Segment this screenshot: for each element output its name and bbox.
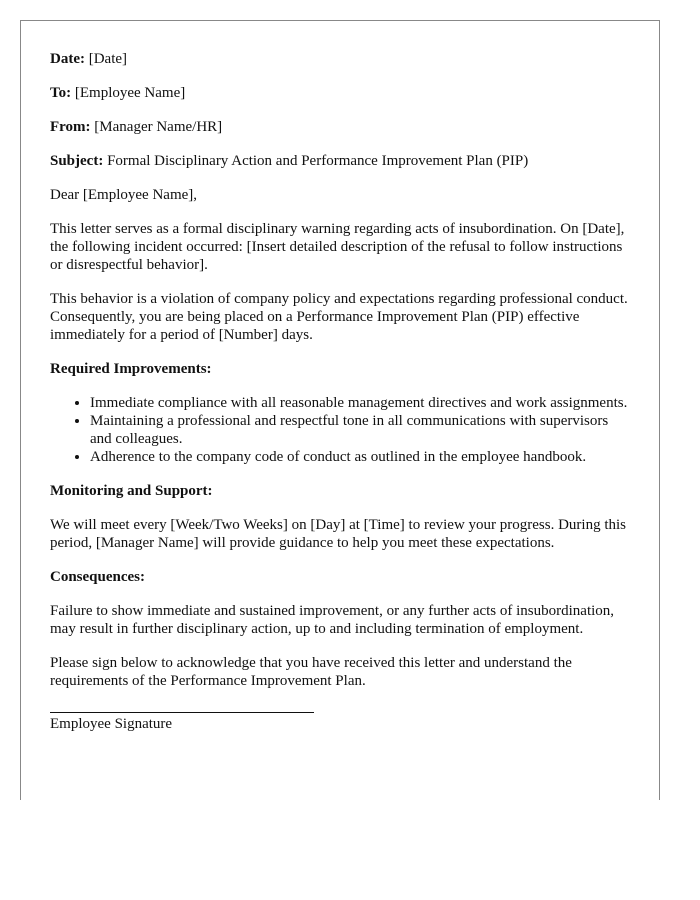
monitoring-paragraph: We will meet every [Week/Two Weeks] on [Day] at [Time] to review your progress. During this period, [Manager Name] will provide guidance to help you meet these expectations. [50,517,627,551]
to-value: [Employee Name] [74,85,186,101]
letter-page [20,20,660,800]
consequences-heading: Consequences: [50,569,146,585]
monitoring-heading: Monitoring and Support: [50,483,213,499]
to-line [50,84,631,102]
subject-value: Formal Disciplinary Action and Performance Improvement Plan (PIP) [107,153,529,169]
date-line [50,50,631,68]
subject-line [50,152,631,170]
list-item: • Maintaining a professional and respectful tone in all communications with supervisors and colleagues. [90,412,631,448]
signature-line [50,712,314,713]
list-item: • Immediate compliance with all reasonable management directives and work assignments. [90,394,631,412]
greeting: Dear [Employee Name], [50,187,198,203]
improvements-list [50,394,631,466]
to-label: To: [50,85,72,101]
from-value: [Manager Name/HR] [94,119,223,135]
signature-label: Employee Signature [50,716,173,732]
consequences-paragraph: Failure to show immediate and sustained improvement, or any further acts of insubordination, may result in further disciplinary action, up to and including termination of employment. [50,603,615,637]
incident-paragraph: This letter serves as a formal disciplinary warning regarding acts of insubordination. On [Date], the following incident occurred: [Insert detailed description of the refusal to follow instructions or disrespectful behavior]. [50,221,625,273]
from-line [50,118,631,136]
date-value: [Date] [88,51,128,67]
subject-label: Subject: [50,153,104,169]
from-label: From: [50,119,91,135]
date-label: Date: [50,51,85,67]
list-item: • Adherence to the company code of conduct as outlined in the employee handbook. [90,448,631,466]
acknowledgement-paragraph: Please sign below to acknowledge that you have received this letter and understand the requirements of the Performance Improvement Plan. [50,655,572,689]
pip-paragraph: This behavior is a violation of company policy and expectations regarding professional conduct. Consequently, you are being placed on a Performance Improvement Plan (PIP) effective immediately for a period of [Number] days. [50,291,628,343]
required-improvements-heading: Required Improvements: [50,361,212,377]
